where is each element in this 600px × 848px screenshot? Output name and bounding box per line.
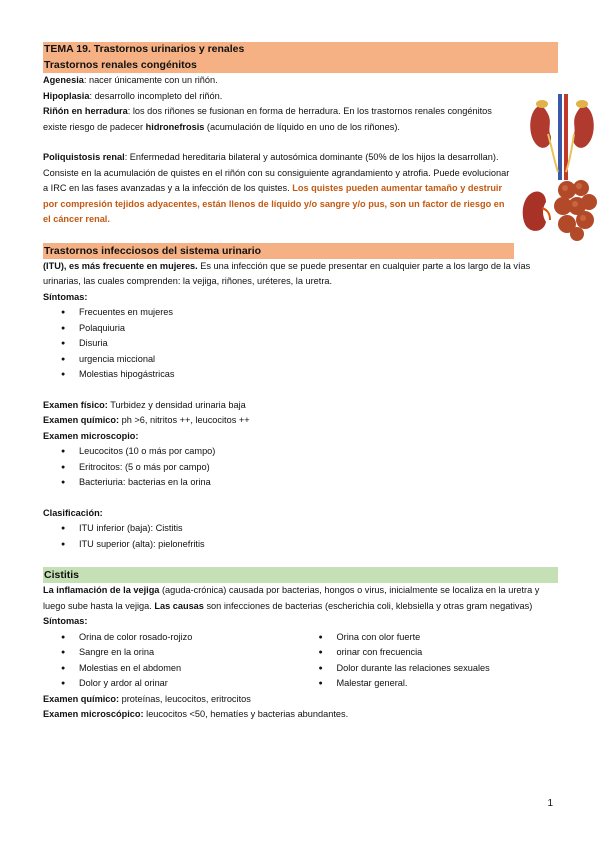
poliquistosis-highlight: Los quistes pueden aumentar tamaño y destruir por compresión tejidos adyacentes, están llenos de líquido y/o sangre y/o pus, son un factor de riesgo en el cáncer renal.: [43, 183, 505, 224]
list-item: ● Molestias hipogástricas: [61, 367, 558, 383]
list-item: ● urgencia miccional: [61, 352, 558, 368]
section-heading-infecciosos: Trastornos infecciosos del sistema urinario: [43, 243, 514, 259]
cistitis-examen-quimico: Examen químico: proteínas, leucocitos, eritrocitos: [43, 693, 251, 704]
list-item: ● Eritrocitos: (5 o más por campo): [61, 460, 558, 476]
itu-intro: (ITU), es más frecuente en mujeres. Es una infección que se puede presentar en cualquier parte a los largo de la vías urinarias, las cuales comprenden: la vejiga, riñones, uréteres, la uretra.: [43, 260, 531, 286]
cistitis-sintomas-label: Síntomas:: [43, 616, 88, 626]
list-item: ● Dolor durante las relaciones sexuales: [319, 661, 559, 677]
examen-microscopio-label: Examen microscopio:: [43, 430, 139, 441]
document-page: [43, 42, 558, 723]
page-title: TEMA 19. Trastornos urinarios y renales: [43, 42, 558, 57]
poliquistosis-paragraph: Poliquistosis renal: Enfermedad hereditaria bilateral y autosómica dominante (50% de los hijos la desarrollan). Consiste en la acumulación de quistes en el riñón con su consiguiente agrandamiento y atrofia. Puede evolucionar a IRC en las fases avanzadas y a la infección de los quistes. Los quistes pueden aumentar tamaño y destruir por compresión tejidos adyacentes, están llenos de líquido y/o sangre y/o pus, son un factor de riesgo en el cáncer renal.: [43, 152, 510, 224]
list-item: ● Orina de color rosado-rojizo: [61, 630, 301, 646]
list-item: ● Molestias en el abdomen: [61, 661, 301, 677]
cistitis-sintomas-columns: [43, 630, 558, 692]
list-item: ● ITU inferior (baja): Cistitis: [61, 521, 558, 537]
hipoplasia-paragraph: Hipoplasia: desarrollo incompleto del riñón.: [43, 90, 223, 101]
sintomas-list: [43, 305, 558, 383]
list-item: ● Frecuentes en mujeres: [61, 305, 558, 321]
herradura-paragraph: Riñón en herradura: los dos riñones se fusionan en forma de herradura. En los trastornos renales congénitos existe riesgo de padecer hidronefrosis (acumulación de líquido en uno de los riñones).: [43, 106, 492, 132]
sintomas-label: Síntomas:: [43, 291, 88, 302]
examen-quimico: Examen químico: ph >6, nitritos ++, leucocitos ++: [43, 415, 250, 425]
polycystic-kidney-illustration: [553, 178, 598, 242]
list-item: ● Disuria: [61, 336, 558, 352]
list-item: ● Sangre en la orina: [61, 645, 301, 661]
list-item: ● Malestar general.: [319, 676, 559, 692]
congenitos-section: [43, 73, 513, 228]
right-kidney-icon: [573, 106, 594, 148]
examen-fisico: Examen físico: Turbidez y densidad urinaria baja: [43, 399, 246, 410]
cistitis-examen-microscopico: Examen microscópico: leucocitos <50, hematíes y bacterias abundantes.: [43, 709, 349, 719]
cistitis-sintomas-col1: [43, 630, 301, 692]
cistitis-sintomas-col2: [301, 630, 559, 692]
list-item: ● Orina con olor fuerte: [319, 630, 559, 646]
list-item: ● Leucocitos (10 o más por campo): [61, 444, 558, 460]
agenesia-paragraph: Agenesia: nacer únicamente con un riñón.: [43, 75, 218, 85]
section-heading-congenitos: Trastornos renales congénitos: [43, 57, 558, 73]
list-item: ● Polaquiuria: [61, 321, 558, 337]
page-number: 1: [547, 798, 553, 809]
list-item: ● Dolor y ardor al orinar: [61, 676, 301, 692]
cysts-icon: [554, 180, 597, 241]
list-item: ● ITU superior (alta): pielonefritis: [61, 537, 558, 553]
cistitis-intro: La inflamación de la vejiga (aguda-crónica) causada por bacterias, hongos o virus, inicialmente se localiza en la uretra y luego sube hasta la vejiga. Las causas son infecciones de bacterias (escherichia coli, klebsiella y otras gram negativas): [43, 585, 540, 611]
list-item: ● orinar con frecuencia: [319, 645, 559, 661]
microscopio-list: [43, 444, 558, 491]
list-item: ● Bacteriuria: bacterias en la orina: [61, 475, 558, 491]
section-heading-cistitis: Cistitis: [43, 567, 558, 583]
vein-icon: [558, 94, 562, 180]
clasificacion-list: [43, 521, 558, 552]
adrenal-gland-icon: [576, 100, 588, 108]
clasificacion-label: Clasificación:: [43, 507, 103, 518]
